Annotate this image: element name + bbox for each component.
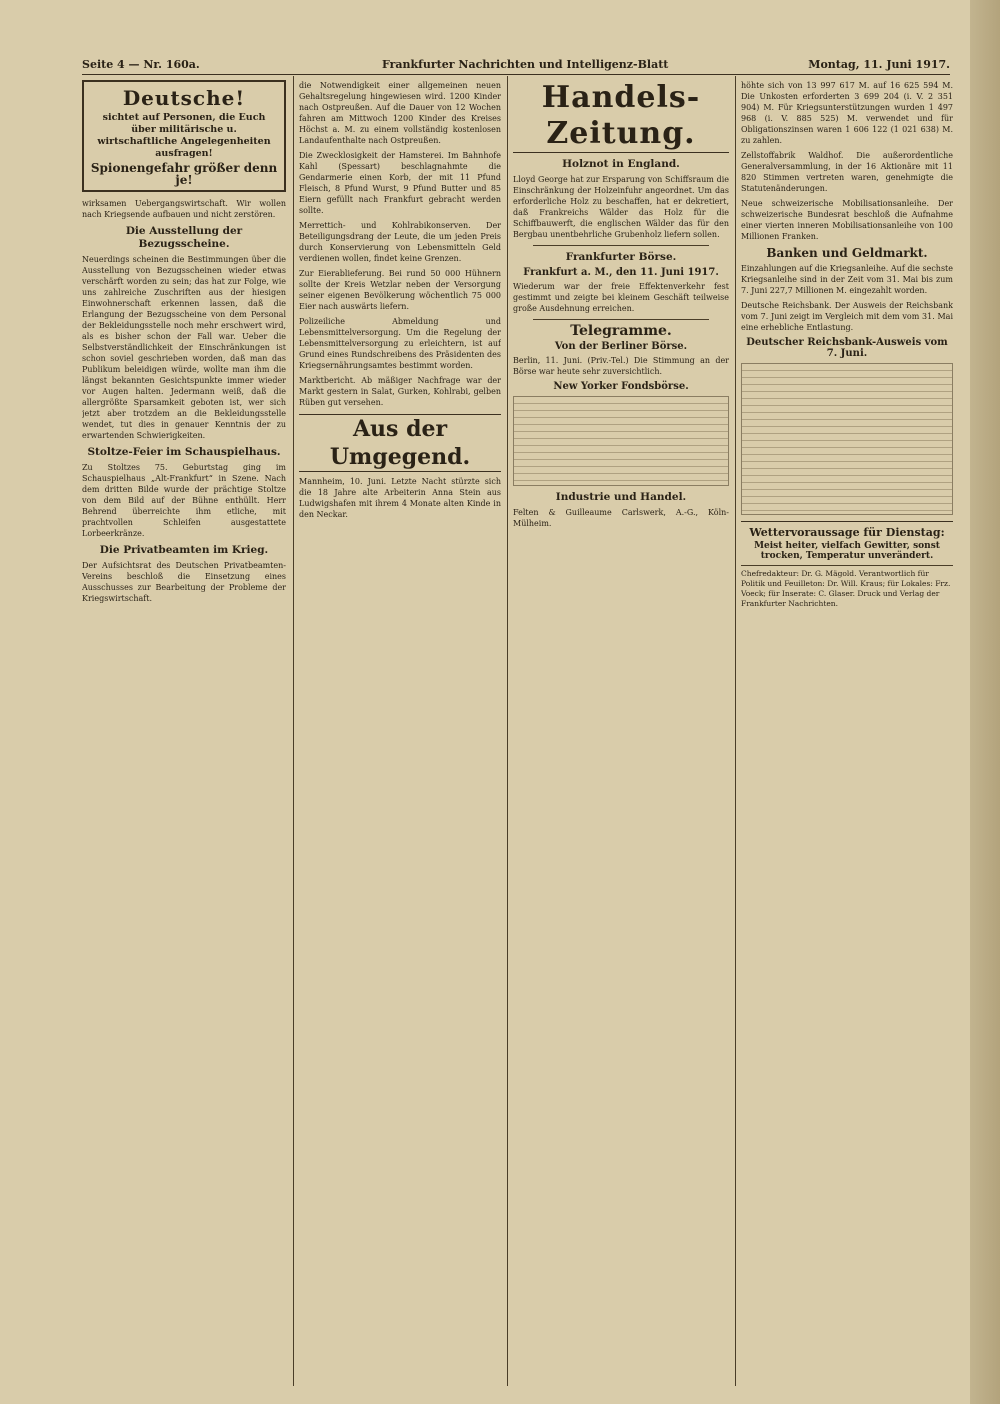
subheading: Von der Berliner Börse. xyxy=(554,341,688,352)
notice-box xyxy=(82,80,286,192)
column-3 xyxy=(513,80,729,1390)
article-body: Die Zwecklosigkeit der Hamsterei. Im Bahnhofe Kahl (Spessart) beschlagnahmte die Gendarmerie einen Korb, der mit 11 Pfund Fleisch, 8 Pfund Wurst, 9 Pfund Butter und 85 Eiern gefüllt nach Frankfurt gebracht werden sollte. xyxy=(299,151,501,215)
article-body: Marktbericht. Ab mäßiger Nachfrage war der Markt gestern in Salat, Gurken, Kohlrabi, gelben Rüben gut versehen. xyxy=(299,376,501,407)
article-heading: Stoltze-Feier im Schauspielhaus. xyxy=(87,446,281,458)
column-rule xyxy=(507,76,508,1386)
table-title: New Yorker Fondsbörse. xyxy=(553,381,689,392)
notice-title: Deutsche! xyxy=(122,86,246,110)
imprint: Chefredakteur: Dr. G. Mägold. Verantwortlich für Politik und Feuilleton: Dr. Will. Kraus; für Lokales: Frz. Voeck; für Inserate: C. Glaser. Druck und Verlag der Frankfurter Nachrichten. xyxy=(741,565,953,609)
column-2 xyxy=(299,80,501,1390)
column-4 xyxy=(741,80,953,1390)
page-header xyxy=(82,58,950,75)
notice-warning: Spionengefahr größer denn je! xyxy=(90,161,278,187)
column-rule xyxy=(293,76,294,1386)
weather-text: Meist heiter, vielfach Gewitter, sonst trocken, Temperatur unverändert. xyxy=(754,541,940,561)
weather-title: Wettervoraussage für Dienstag: xyxy=(749,526,945,539)
article-body: Berlin, 11. Juni. (Priv.-Tel.) Die Stimmung an der Börse war heute sehr zuversichtlich. xyxy=(513,356,729,376)
section-title: Aus der Umgegend. xyxy=(299,414,501,472)
notice-text: sichtet auf Personen, die Euch über militärische u. wirtschaftliche Angelegenheiten ausfragen! xyxy=(97,112,271,159)
stock-table xyxy=(513,396,729,486)
article-heading: Holznot in England. xyxy=(562,158,680,170)
binding-gutter xyxy=(970,0,1000,1404)
dateline: Frankfurt a. M., den 11. Juni 1917. xyxy=(523,267,719,278)
article-body: Neuerdings scheinen die Bestimmungen über die Ausstellung von Bezugsscheinen wieder etwas verschärft worden zu sein; das hat zur Folge, wie uns zahlreiche Zuschriften aus der hiesigen Einwohnerschaft erkennen lassen, daß die Erlangung der Bezugsscheine von dem Personal der Bekleidungsstelle noch mehr erschwert wird, als es bisher schon der Fall war. Ueber die Selbstverständlichkeit der Einschränkungen ist schon soviel geschrieben worden, daß man das Publikum beleidigen würde, wollte man ihm die längst bekannten Gesichtspunkte immer wieder vor Augen halten. Jedermann weiß, daß die allergrößte Sparsamkeit geboten ist, wer sich jetzt aber trotzdem an die Bekleidungsstelle wendet, tut dies in genauer Kenntnis der zu erwartenden Schwierigkeiten. xyxy=(82,255,286,440)
article-body: Wiederum war der freie Effektenverkehr fest gestimmt und zeigte bei kleinem Geschäft teilweise große Ausdehnung erreichen. xyxy=(513,282,729,313)
section-title: Handels-Zeitung. xyxy=(513,80,729,153)
article-body: höhte sich von 13 997 617 M. auf 16 625 594 M. Die Unkosten erforderten 3 699 204 (i. V. 2 351 904) M. Für Kriegsunterstützungen wurden 1 497 968 (i. V. 885 525) M. verwendet und für Obligationszinsen waren 1 606 122 (1 021 638) M. zu zahlen. xyxy=(741,81,953,145)
article-body: Zellstoffabrik Waldhof. Die außerordentliche Generalversammlung, in der 16 Aktionäre mit 11 820 Stimmen vertreten waren, genehmigte die Statutenänderungen. xyxy=(741,151,953,193)
divider xyxy=(533,319,709,320)
article-body: die Notwendigkeit einer allgemeinen neuen Gehaltsregelung hingewiesen wird. 1200 Kinder nach Ostpreußen. Auf die Dauer von 12 Wochen fahren am Mittwoch 1200 Kinder des Kreises Höchst a. M. zu einem vollständig kostenlosen Landaufenthalte nach Ostpreußen. xyxy=(299,81,501,145)
article-body: Felten & Guilleaume Carlswerk, A.-G., Köln-Mülheim. xyxy=(513,508,729,528)
table-title: Deutscher Reichsbank-Ausweis vom 7. Juni. xyxy=(746,337,948,359)
article-body: Einzahlungen auf die Kriegsanleihe. Auf die sechste Kriegsanleihe sind in der Zeit vom 31. Mai bis zum 7. Juni 227,7 Millionen M. eingezahlt worden. xyxy=(741,264,953,295)
divider xyxy=(533,245,709,246)
article-body: Mannheim, 10. Juni. Letzte Nacht stürzte sich die 18 Jahre alte Arbeiterin Anna Stein aus Ludwigshafen mit ihrem 4 Monate alten Kinde in den Neckar. xyxy=(299,477,501,519)
issue-date: Montag, 11. Juni 1917. xyxy=(808,58,950,71)
column-rule xyxy=(735,76,736,1386)
article-heading: Industrie und Handel. xyxy=(555,491,687,503)
article-body: Deutsche Reichsbank. Der Ausweis der Reichsbank vom 7. Juni zeigt im Vergleich mit dem vom 31. Mai eine erhebliche Entlastung. xyxy=(741,301,953,332)
article-body: Merrettich- und Kohlrabikonserven. Der Beteiligungsdrang der Leute, die um jeden Preis durch Konservierung von Lebensmitteln Geld verdienen wollen, findet keine Grenzen. xyxy=(299,221,501,263)
article-heading: Die Ausstellung der Bezugsscheine. xyxy=(125,225,243,250)
page-number: Seite 4 — Nr. 160a. xyxy=(82,58,200,71)
article-body: Zu Stoltzes 75. Geburtstag ging im Schauspielhaus „Alt-Frankfurt“ in Szene. Nach dem dritten Bilde wurde der prächtige Stoltze von dem Bild auf der Bühne enthüllt. Herr Behrend überreichte ihm etliche, mit prachtvollen Schleifen ausgestattete Lorbeerkränze. xyxy=(82,463,286,538)
article-body: Zur Eierablieferung. Bei rund 50 000 Hühnern sollte der Kreis Wetzlar neben der Versorgung seiner eigenen Bevölkerung wöchentlich 75 000 Eier nach auswärts liefern. xyxy=(299,269,501,311)
weather-forecast xyxy=(741,521,953,561)
article-body: Lloyd George hat zur Ersparung von Schiffsraum die Einschränkung der Holzeinfuhr angeordnet. Um das erforderliche Holz zu beschaffen, hat er dekretiert, daß Frankreichs Wälder das Holz für die Schiffbauwerft, die englischen Wälder das für den Bergbau unentbehrliche Grubenholz liefern sollen. xyxy=(513,175,729,239)
article-heading: Telegramme. xyxy=(570,323,672,339)
article-body: Polizeiliche Abmeldung und Lebensmittelversorgung. Um die Regelung der Lebensmittelversorgung zu erleichtern, ist auf Grund eines Rundschreibens des Präsidenten des Kriegsernährungsamtes bestimmt worden. xyxy=(299,317,501,370)
article-heading: Die Privatbeamten im Krieg. xyxy=(99,544,269,556)
masthead: Frankfurter Nachrichten und Intelligenz-Blatt xyxy=(382,58,669,71)
reichsbank-table xyxy=(741,363,953,515)
article-body: Der Aufsichtsrat des Deutschen Privatbeamten-Vereins beschloß die Einsetzung eines Ausschusses zur Bearbeitung der Probleme der Kriegswirtschaft. xyxy=(82,561,286,603)
article-body: Neue schweizerische Mobilisationsanleihe. Der schweizerische Bundesrat beschloß die Aufnahme einer vierten inneren Mobilisationsanleihe von 100 Millionen Franken. xyxy=(741,199,953,241)
column-1 xyxy=(82,80,286,1390)
article-intro: wirksamen Uebergangswirtschaft. Wir wollen nach Kriegsende aufbauen und nicht zerstören. xyxy=(82,199,286,219)
article-heading: Frankfurter Börse. xyxy=(565,251,677,263)
article-heading: Banken und Geldmarkt. xyxy=(766,246,928,260)
